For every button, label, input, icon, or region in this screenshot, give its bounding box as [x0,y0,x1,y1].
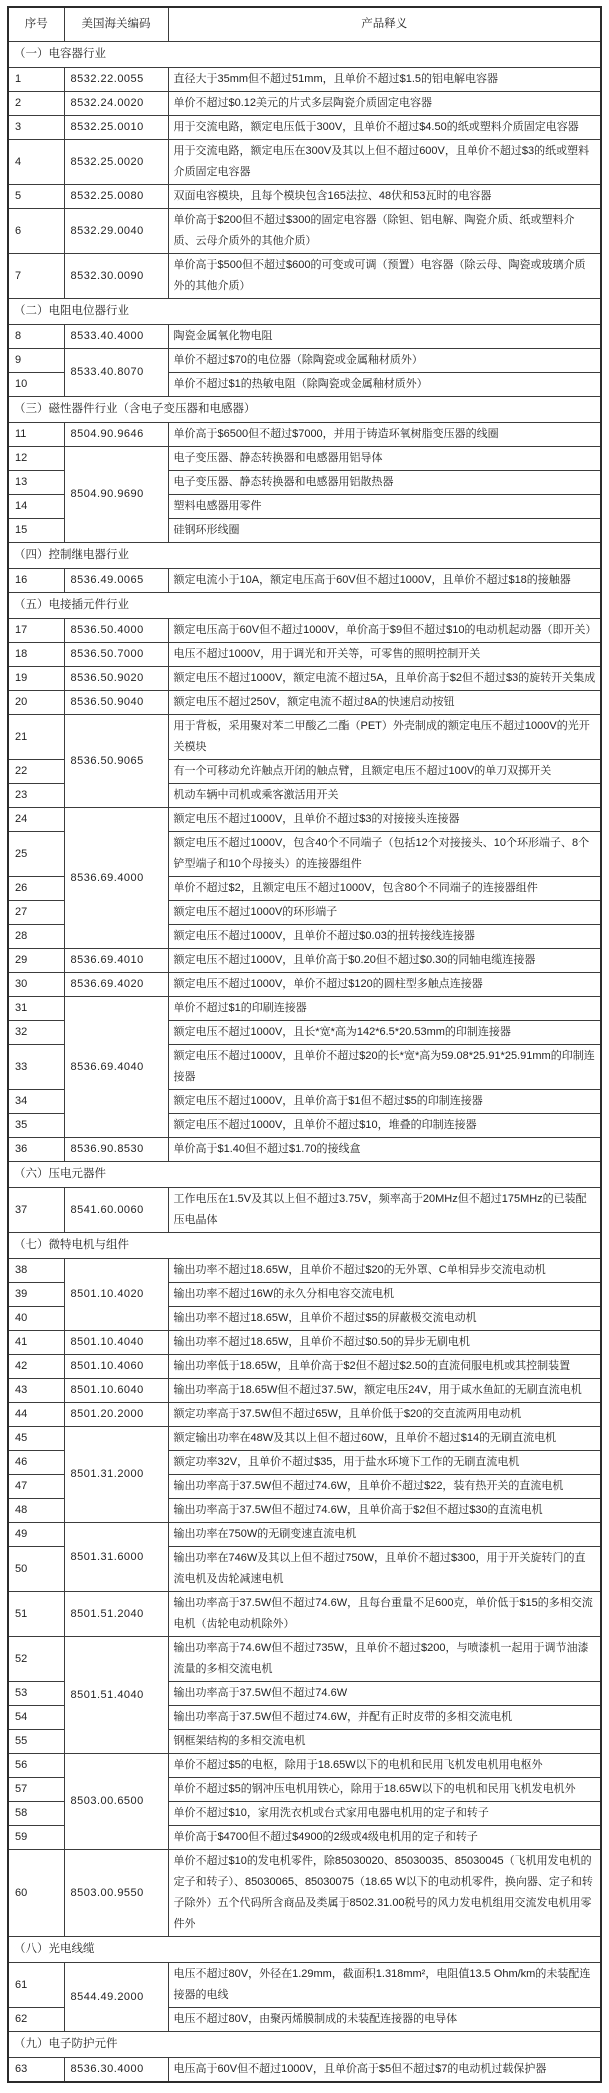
table-row [8,1138,601,1162]
section-title: （一）电容器行业 [8,42,601,68]
serial-cell: 29 [8,949,64,973]
serial-cell: 19 [8,667,64,691]
definition-cell: 有一个可移动允许触点开闭的触点臂，且额定电压不超过100V的单刀双掷开关 [168,760,601,784]
definition-cell: 输出功率不超过16W的永久分相电容交流电机 [168,1283,601,1307]
serial-cell: 39 [8,1283,64,1307]
table-row [8,1259,601,1283]
hs-code-cell: 8536.49.0065 [64,569,168,593]
serial-cell: 22 [8,760,64,784]
serial-cell: 6 [8,209,64,254]
table-header-row [8,7,601,42]
definition-cell: 输出功率高于18.65W但不超过37.5W，额定电压24V，用于咸水鱼缸的无刷直流电机 [168,1379,601,1403]
table-row [8,1592,601,1637]
definition-cell: 输出功率高于37.5W但不超过74.6W，且每台重量不足600克，单价低于$15的多相交流电机（齿轮电动机除外） [168,1592,601,1637]
definition-cell: 用于背板，采用聚对苯二甲酸乙二酯（PET）外壳制成的额定电压不超过1000V的光开关模块 [168,715,601,760]
serial-cell: 58 [8,1802,64,1826]
serial-cell: 3 [8,116,64,140]
table-row [8,1754,601,1778]
serial-cell: 30 [8,973,64,997]
table-row [8,1331,601,1355]
table-row [8,185,601,209]
section-title: （六）压电元器件 [8,1162,601,1188]
hs-code-cell: 8501.51.2040 [64,1592,168,1637]
hs-code-cell: 8536.50.9065 [64,715,168,808]
definition-cell: 单价不超过$1的印刷连接器 [168,997,601,1021]
table-row [8,1427,601,1451]
section-header-row [8,1162,601,1188]
table-row [8,997,601,1021]
definition-cell: 机动车辆中司机或乘客激活用开关 [168,784,601,808]
serial-cell: 31 [8,997,64,1021]
serial-cell: 21 [8,715,64,760]
definition-cell: 用于交流电路，额定电压低于300V，且单价不超过$4.50的纸或塑料介质固定电容器 [168,116,601,140]
definition-cell: 额定电压不超过1000V，且单价高于$1但不超过$5的印制连接器 [168,1090,601,1114]
serial-cell: 63 [8,2058,64,2083]
hs-code-cell: 8544.49.2000 [64,1963,168,2032]
serial-cell: 40 [8,1307,64,1331]
definition-cell: 额定电压不超过250V，额定电流不超过8A的快速启动按钮 [168,691,601,715]
serial-cell: 36 [8,1138,64,1162]
table-row [8,1850,601,1937]
hs-code-cell: 8501.10.4060 [64,1355,168,1379]
section-title: （七）微特电机与组件 [8,1233,601,1259]
hs-code-cell: 8532.25.0080 [64,185,168,209]
table-row [8,715,601,760]
section-header-row [8,543,601,569]
serial-cell: 34 [8,1090,64,1114]
table-row [8,2058,601,2083]
definition-cell: 输出功率高于37.5W但不超过74.6W，且单价不超过$22，装有热开关的直流电机 [168,1475,601,1499]
serial-cell: 15 [8,519,64,543]
section-title: （九）电子防护元件 [8,2032,601,2058]
serial-cell: 51 [8,1592,64,1637]
definition-cell: 额定电压不超过1000V，且单价不超过$0.03的扭转接线连接器 [168,925,601,949]
definition-cell: 塑料电感器用零件 [168,495,601,519]
hs-code-cell: 8536.50.4000 [64,619,168,643]
definition-cell: 输出功率不超过18.65W，且单价不超过$5的屏蔽极交流电动机 [168,1307,601,1331]
definition-cell: 输出功率高于74.6W但不超过735W，且单价不超过$200，与喷漆机一起用于调节油漆流量的多相交流电机 [168,1637,601,1682]
definition-cell: 单价不超过$10的发电机零件，除85030020、85030035、85030045（飞机用发电机的定子和转子）、85030065、85030075（18.65 W以下的电动机零件，换向器、定子和转子除外）五个代码所含商品及类属于8502.31.00税号的风力发电机组用交流发电机用零件外 [168,1850,601,1937]
table-row [8,254,601,299]
definition-cell: 单价高于$6500但不超过$7000，并用于铸造环氧树脂变压器的线圈 [168,423,601,447]
hs-code-cell: 8536.90.8530 [64,1138,168,1162]
definition-cell: 电压不超过1000V，用于调光和开关等，可零售的照明控制开关 [168,643,601,667]
definition-cell: 额定功率32V，且单价不超过$35，用于盐水环境下工作的无刷直流电机 [168,1451,601,1475]
table-row [8,1355,601,1379]
col-header-definition: 产品释义 [168,7,601,42]
table-row [8,68,601,92]
hs-code-cell: 8536.69.4010 [64,949,168,973]
definition-cell: 输出功率低于18.65W，且单价高于$2但不超过$2.50的直流伺服电机或其控制装置 [168,1355,601,1379]
definition-cell: 额定电压不超过1000V，且长*宽*高为142*6.5*20.53mm的印制连接器 [168,1021,601,1045]
definition-cell: 单价高于$1.40但不超过$1.70的接线盒 [168,1138,601,1162]
table-row [8,949,601,973]
serial-cell: 43 [8,1379,64,1403]
table-row [8,691,601,715]
section-header-row [8,1937,601,1963]
definition-cell: 电压高于60V但不超过1000V，且单价高于$5但不超过$7的电动机过载保护器 [168,2058,601,2083]
definition-cell: 电压不超过80V，外径在1.29mm，截面积1.318mm²，电阻值13.5 Ohm/km的未装配连接器的电线 [168,1963,601,2008]
serial-cell: 52 [8,1637,64,1682]
section-header-row [8,42,601,68]
serial-cell: 62 [8,2008,64,2032]
serial-cell: 7 [8,254,64,299]
serial-cell: 16 [8,569,64,593]
table-row [8,92,601,116]
definition-cell: 单价不超过$5的钢冲压电机用铁心，除用于18.65W以下的电机和民用飞机发电机外 [168,1778,601,1802]
hs-code-cell: 8532.30.0090 [64,254,168,299]
definition-cell: 额定电压不超过1000V，包含40个不同端子（包括12个对接接头、10个环形端子、8个铲型端子和10个母接头）的连接器组件 [168,832,601,877]
serial-cell: 56 [8,1754,64,1778]
definition-cell: 输出功率高于37.5W但不超过74.6W [168,1682,601,1706]
hs-code-cell: 8504.90.9646 [64,423,168,447]
section-title: （二）电阻电位器行业 [8,299,601,325]
definition-cell: 电子变压器、静态转换器和电感器用铝导体 [168,447,601,471]
definition-cell: 陶瓷金属氧化物电阻 [168,325,601,349]
col-header-serial: 序号 [8,7,64,42]
serial-cell: 55 [8,1730,64,1754]
definition-cell: 输出功率在746W及其以上但不超过750W，且单价不超过$300，用于开关旋转门的直流电机及齿轮减速电机 [168,1547,601,1592]
serial-cell: 48 [8,1499,64,1523]
table-row [8,447,601,471]
definition-cell: 电压不超过80V，由聚丙烯膜制成的未装配连接器的电导体 [168,2008,601,2032]
serial-cell: 20 [8,691,64,715]
serial-cell: 27 [8,901,64,925]
hs-code-cell: 8536.69.4020 [64,973,168,997]
definition-cell: 额定电压不超过1000V，且单价高于$0.20但不超过$0.30的同轴电缆连接器 [168,949,601,973]
hs-code-cell: 8504.90.9690 [64,447,168,543]
table-row [8,349,601,373]
definition-cell: 额定电压不超过1000V，且单价不超过$3的对接接头连接器 [168,808,601,832]
definition-cell: 额定输出功率在48W及其以上但不超过60W，且单价不超过$14的无刷直流电机 [168,1427,601,1451]
hs-code-cell: 8536.69.4040 [64,997,168,1138]
definition-cell: 额定电压不超过1000V的环形端子 [168,901,601,925]
definition-cell: 输出功率高于37.5W但不超过74.6W，且单价高于$2但不超过$30的直流电机 [168,1499,601,1523]
definition-cell: 单价不超过$70的电位器（除陶瓷或金属釉材质外） [168,349,601,373]
definition-cell: 单价高于$500但不超过$600的可变或可调（预置）电容器（除云母、陶瓷或玻璃介质外的其他介质） [168,254,601,299]
serial-cell: 47 [8,1475,64,1499]
hs-code-cell: 8532.29.0040 [64,209,168,254]
section-header-row [8,1233,601,1259]
serial-cell: 45 [8,1427,64,1451]
definition-cell: 输出功率不超过18.65W，且单价不超过$20的无外罩、C单相异步交流电动机 [168,1259,601,1283]
table-row [8,667,601,691]
serial-cell: 1 [8,68,64,92]
definition-cell: 额定电压不超过1000V，且单价不超过$10，堆叠的印制连接器 [168,1114,601,1138]
definition-cell: 电子变压器、静态转换器和电感器用铝散热器 [168,471,601,495]
serial-cell: 57 [8,1778,64,1802]
table-row [8,209,601,254]
table-row [8,808,601,832]
serial-cell: 33 [8,1045,64,1090]
table-row [8,1188,601,1233]
definition-cell: 额定电压不超过1000V，且单价不超过$20的长*宽*高为59.08*25.91*25.91mm的印制连接器 [168,1045,601,1090]
table-row [8,1379,601,1403]
hs-code-cell: 8501.10.6040 [64,1379,168,1403]
definition-cell: 单价不超过$0.12美元的片式多层陶瓷介质固定电容器 [168,92,601,116]
hs-code-cell: 8536.50.7000 [64,643,168,667]
table-row [8,116,601,140]
definition-cell: 单价高于$4700但不超过$4900的2级或4级电机用的定子和转子 [168,1826,601,1850]
serial-cell: 38 [8,1259,64,1283]
serial-cell: 53 [8,1682,64,1706]
definition-cell: 钢框架结构的多相交流电机 [168,1730,601,1754]
section-header-row [8,397,601,423]
serial-cell: 59 [8,1826,64,1850]
definition-cell: 输出功率在750W的无刷变速直流电机 [168,1523,601,1547]
serial-cell: 14 [8,495,64,519]
serial-cell: 61 [8,1963,64,2008]
col-header-hs-code: 美国海关编码 [64,7,168,42]
definition-cell: 工作电压在1.5V及其以上但不超过3.75V，频率高于20MHz但不超过175MHz的已装配压电晶体 [168,1188,601,1233]
serial-cell: 44 [8,1403,64,1427]
section-title: （八）光电线缆 [8,1937,601,1963]
definition-cell: 用于交流电路，额定电压在300V及其以上但不超过600V，且单价不超过$3的纸或塑料介质固定电容器 [168,140,601,185]
definition-cell: 输出功率不超过18.65W，且单价不超过$0.50的异步无刷电机 [168,1331,601,1355]
definition-cell: 输出功率高于37.5W但不超过74.6W，并配有正时皮带的多相交流电机 [168,1706,601,1730]
section-header-row [8,2032,601,2058]
definition-cell: 单价不超过$5的电枢，除用于18.65W以下的电机和民用飞机发电机用电枢外 [168,1754,601,1778]
serial-cell: 46 [8,1451,64,1475]
hs-code-cell: 8536.30.4000 [64,2058,168,2083]
hs-code-cell: 8501.20.2000 [64,1403,168,1427]
serial-cell: 25 [8,832,64,877]
serial-cell: 60 [8,1850,64,1937]
hs-code-cell: 8533.40.8070 [64,349,168,397]
hs-code-cell: 8501.10.4040 [64,1331,168,1355]
hs-code-cell: 8501.10.4020 [64,1259,168,1331]
hs-code-cell: 8533.40.4000 [64,325,168,349]
serial-cell: 5 [8,185,64,209]
table-row [8,569,601,593]
table-row [8,973,601,997]
serial-cell: 50 [8,1547,64,1592]
serial-cell: 13 [8,471,64,495]
serial-cell: 8 [8,325,64,349]
hs-code-cell: 8541.60.0060 [64,1188,168,1233]
hs-code-cell: 8532.25.0020 [64,140,168,185]
hs-code-cell: 8503.00.6500 [64,1754,168,1850]
serial-cell: 28 [8,925,64,949]
definition-cell: 单价高于$200但不超过$300的固定电容器（除钽、铝电解、陶瓷介质、纸或塑料介质、云母介质外的其他介质） [168,209,601,254]
hs-code-cell: 8501.31.2000 [64,1427,168,1523]
definition-cell: 单价不超过$2，且额定电压不超过1000V，包含80个不同端子的连接器组件 [168,877,601,901]
definition-cell: 额定电流小于10A，额定电压高于60V但不超过1000V，且单价不超过$18的接触器 [168,569,601,593]
serial-cell: 12 [8,447,64,471]
definition-cell: 单价不超过$1的热敏电阻（除陶瓷或金属釉材质外） [168,373,601,397]
definition-cell: 额定功率高于37.5W但不超过65W，且单价低于$20的交直流两用电动机 [168,1403,601,1427]
definition-cell: 额定电压高于60V但不超过1000V，单价高于$9但不超过$10的电动机起动器（即开关） [168,619,601,643]
table-row [8,325,601,349]
hs-code-cell: 8532.25.0010 [64,116,168,140]
section-title: （四）控制继电器行业 [8,543,601,569]
definition-cell: 直径大于35mm但不超过51mm，且单价不超过$1.5的铝电解电容器 [168,68,601,92]
definition-cell: 额定电压不超过1000V，额定电流不超过5A，且单价高于$2但不超过$3的旋转开关集成 [168,667,601,691]
serial-cell: 23 [8,784,64,808]
section-title: （三）磁性器件行业（含电子变压器和电感器） [8,397,601,423]
section-header-row [8,593,601,619]
serial-cell: 11 [8,423,64,447]
tariff-table [7,6,602,2083]
serial-cell: 24 [8,808,64,832]
serial-cell: 26 [8,877,64,901]
serial-cell: 10 [8,373,64,397]
hs-code-cell: 8536.50.9020 [64,667,168,691]
table-row [8,423,601,447]
serial-cell: 2 [8,92,64,116]
table-row [8,140,601,185]
hs-code-cell: 8536.69.4000 [64,808,168,949]
serial-cell: 32 [8,1021,64,1045]
table-row [8,1637,601,1682]
hs-code-cell: 8536.50.9040 [64,691,168,715]
definition-cell: 单价不超过$10，家用洗衣机或台式家用电器电机用的定子和转子 [168,1802,601,1826]
table-row [8,619,601,643]
table-row [8,1403,601,1427]
definition-cell: 额定电压不超过1000V，单价不超过$120的圆柱型多触点连接器 [168,973,601,997]
serial-cell: 42 [8,1355,64,1379]
hs-code-cell: 8501.31.6000 [64,1523,168,1592]
hs-code-cell: 8503.00.9550 [64,1850,168,1937]
section-title: （五）电接插元件行业 [8,593,601,619]
definition-cell: 双面电容模块，且每个模块包含165法拉、48伏和53瓦时的电容器 [168,185,601,209]
serial-cell: 41 [8,1331,64,1355]
hs-code-cell: 8501.51.4040 [64,1637,168,1754]
serial-cell: 4 [8,140,64,185]
serial-cell: 18 [8,643,64,667]
serial-cell: 37 [8,1188,64,1233]
serial-cell: 35 [8,1114,64,1138]
serial-cell: 54 [8,1706,64,1730]
definition-cell: 硅钢环形线圈 [168,519,601,543]
serial-cell: 49 [8,1523,64,1547]
table-row [8,1523,601,1547]
serial-cell: 17 [8,619,64,643]
hs-code-cell: 8532.24.0020 [64,92,168,116]
table-row [8,1963,601,2008]
hs-code-cell: 8532.22.0055 [64,68,168,92]
section-header-row [8,299,601,325]
table-row [8,643,601,667]
serial-cell: 9 [8,349,64,373]
